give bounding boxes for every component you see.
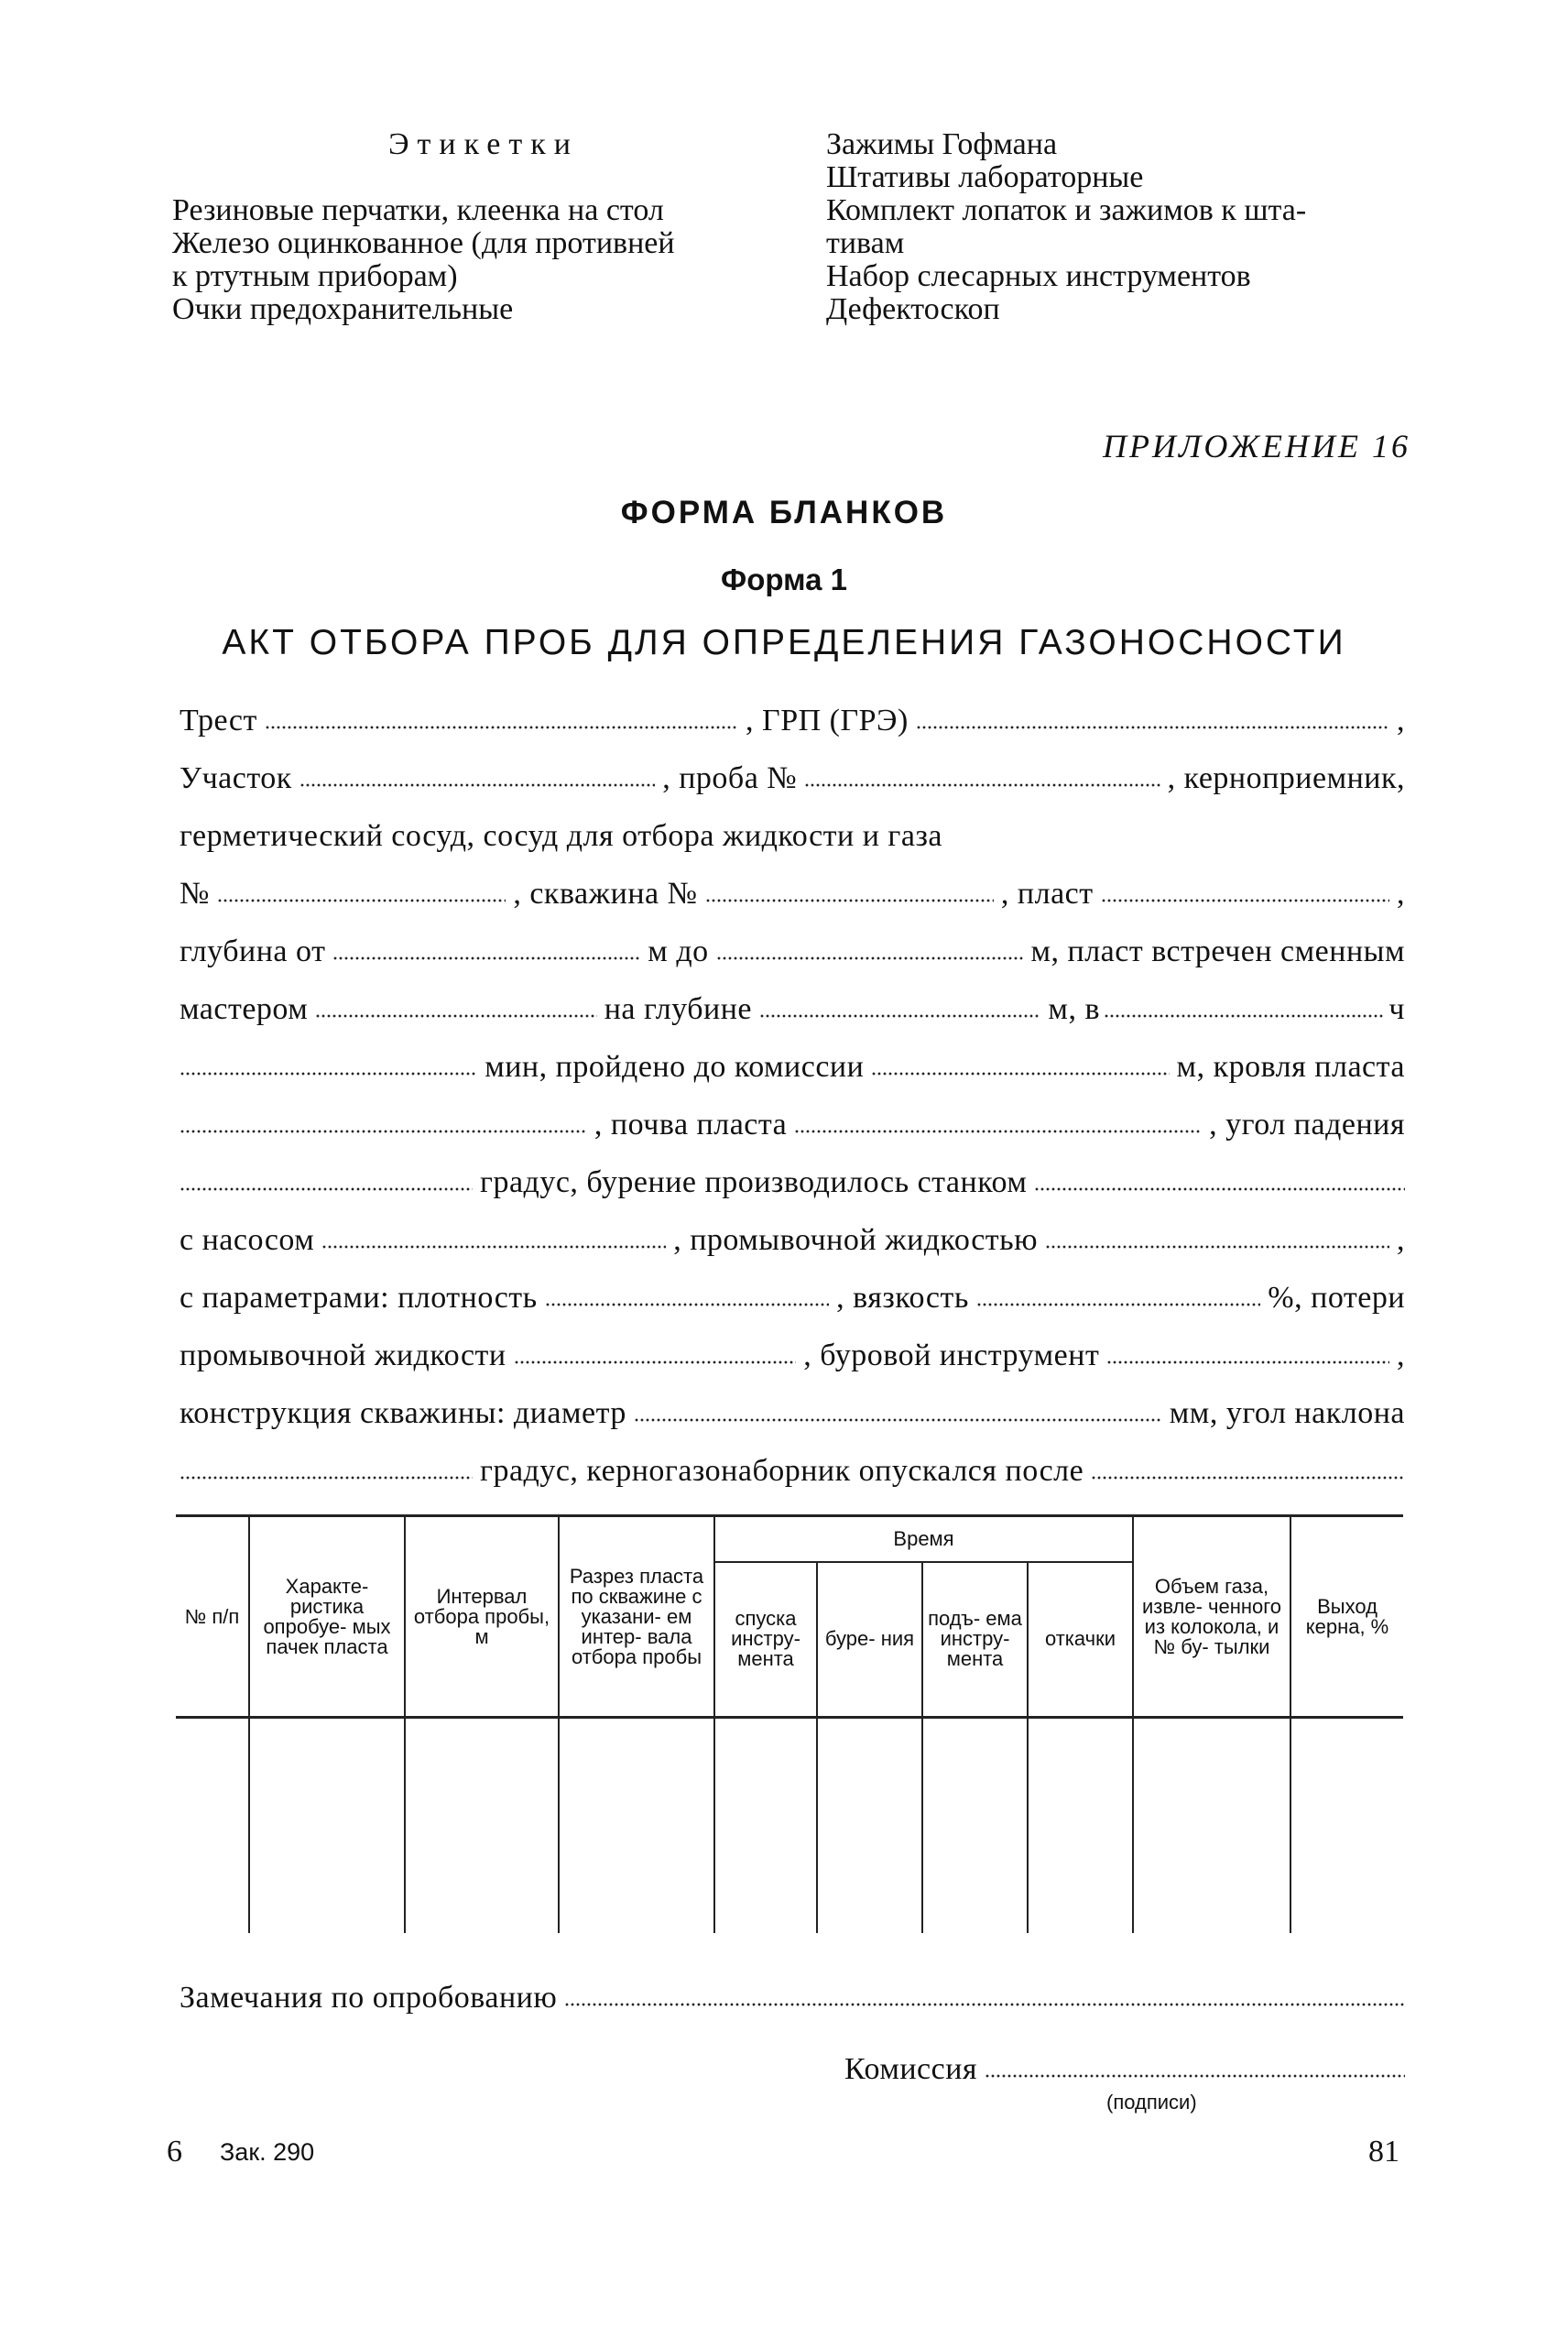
col-time-lifting: подъ- ема инстру- мента [922, 1562, 1028, 1718]
shift-master-field[interactable] [315, 999, 596, 1019]
dip-angle-field[interactable] [180, 1172, 473, 1192]
layer-field[interactable] [1101, 883, 1389, 903]
table-cell[interactable] [1028, 1718, 1133, 1934]
flushing-fluid-field[interactable] [1045, 1229, 1389, 1250]
table-cell[interactable] [1133, 1718, 1290, 1934]
list-item: Зажимы Гофмана [826, 127, 1058, 161]
equipment-list-left [172, 128, 795, 326]
table-cell[interactable] [817, 1718, 922, 1934]
lowered-after-field[interactable] [1091, 1460, 1405, 1480]
hour-field[interactable] [1104, 999, 1385, 1019]
form-line-sampler: градус, керногазонаборник опускался после [180, 1454, 1405, 1492]
trust-field[interactable] [265, 710, 738, 730]
rig-field[interactable] [1034, 1172, 1405, 1192]
sampling-table [176, 1514, 1403, 1933]
list-item: Штативы лабораторные [826, 160, 1144, 194]
form-line-construction: конструкция скважины: диаметр мм, угол наклона [180, 1396, 1405, 1430]
equipment-list-right [826, 128, 1421, 326]
table-cell[interactable] [405, 1718, 559, 1934]
col-core-yield: Выход керна, % [1290, 1516, 1403, 1718]
col-time-drilling: буре- ния [817, 1562, 922, 1718]
commission-line: Комиссия [844, 2052, 1405, 2091]
form-line-depth: глубина от м до м, пласт встречен сменным [180, 934, 1405, 968]
list-item: Железо оцинкованное (для противней [172, 226, 675, 260]
signatures-caption: (подписи) [1106, 2091, 1197, 2114]
depth-from-field[interactable] [332, 941, 640, 961]
site-field[interactable] [299, 768, 655, 788]
list-item: тивам [826, 226, 905, 260]
form-line-site: Участок , проба № , керноприемник, [180, 761, 1406, 795]
sheet-number: 6 [167, 2135, 182, 2169]
form-number: Форма 1 [721, 563, 847, 596]
list-item: к ртутным приборам) [172, 259, 458, 293]
list-item: Очки предохранительные [172, 292, 514, 326]
depth-to-field[interactable] [716, 941, 1024, 961]
list-item: Дефектоскоп [826, 292, 1000, 326]
col-time: Время [714, 1516, 1133, 1562]
form-line-vessel: герметический сосуд, сосуд для отбора жидкости и газа [180, 819, 942, 853]
density-field[interactable] [545, 1287, 829, 1307]
viscosity-field[interactable] [976, 1287, 1260, 1307]
col-time-lowering: спуска инстру- мента [714, 1562, 817, 1718]
table-cell[interactable] [249, 1718, 405, 1934]
form-line-well: № , скважина № , пласт , [180, 877, 1405, 911]
form-line-master: мастером на глубине м, в ч [180, 992, 1406, 1026]
incline-angle-field[interactable] [180, 1460, 473, 1480]
diameter-field[interactable] [634, 1403, 1162, 1423]
sample-number-field[interactable] [804, 768, 1160, 788]
table-row [176, 1718, 1403, 1934]
form-line-minutes: мин, пройдено до комиссии м, кровля пласта [180, 1050, 1405, 1088]
form-line-pump: с насосом , промывочной жидкостью , [180, 1223, 1406, 1257]
list-item: Набор слесарных инструментов [826, 259, 1251, 293]
page-number: 81 [1368, 2135, 1399, 2169]
table-cell[interactable] [714, 1718, 817, 1934]
list-item: Резиновые перчатки, клеенка на стол [172, 193, 664, 227]
table-cell[interactable] [559, 1718, 714, 1934]
col-number: № п/п [176, 1516, 249, 1718]
form-line-trust: Трест , ГРП (ГРЭ) , [180, 704, 1405, 737]
minutes-field[interactable] [180, 1056, 477, 1076]
remarks-field[interactable] [564, 1987, 1405, 2007]
roof-field[interactable] [180, 1114, 587, 1134]
grp-field[interactable] [916, 710, 1389, 730]
encounter-depth-field[interactable] [759, 999, 1040, 1019]
table-cell[interactable] [1290, 1718, 1403, 1934]
col-characteristic: Характе- ристика опробуе- мых пачек пласта [249, 1516, 405, 1718]
col-section: Разрез пласта по скважине с указани- ем интер- вала отбора пробы [559, 1516, 714, 1718]
form-line-losses: промывочной жидкости , буровой инструмент , [180, 1338, 1405, 1372]
col-time-pumping: откачки [1028, 1562, 1133, 1718]
drill-tool-field[interactable] [1106, 1345, 1389, 1365]
table-cell[interactable] [922, 1718, 1028, 1934]
labels-heading: Этикетки [388, 127, 579, 161]
col-interval: Интервал отбора пробы, м [405, 1516, 559, 1718]
page-title: ФОРМА БЛАНКОВ [620, 495, 948, 530]
act-title: АКТ ОТБОРА ПРОБ ДЛЯ ОПРЕДЕЛЕНИЯ ГАЗОНОСНОСТИ [222, 623, 1346, 662]
commission-signature-field[interactable] [985, 2059, 1405, 2079]
list-item: Комплект лопаток и зажимов к шта- [826, 193, 1307, 227]
form-line-roof: , почва пласта , угол падения [180, 1108, 1405, 1146]
remarks-line: Замечания по опробованию [180, 1981, 1405, 2019]
well-number-field[interactable] [705, 883, 994, 903]
pump-field[interactable] [321, 1229, 666, 1250]
order-number: Зак. 290 [220, 2138, 315, 2166]
vessel-number-field[interactable] [217, 883, 506, 903]
form-line-params: с параметрами: плотность , вязкость %, потери [180, 1281, 1406, 1315]
col-gas-volume: Объем газа, извле- ченного из колокола, и № бу- тылки [1133, 1516, 1290, 1718]
fluid-loss-field[interactable] [514, 1345, 797, 1365]
table-cell[interactable] [176, 1718, 249, 1934]
form-line-angle: градус, бурение производилось станком [180, 1165, 1405, 1204]
appendix-label: ПРИЛОЖЕНИЕ 16 [1103, 428, 1410, 464]
drilled-field[interactable] [871, 1056, 1169, 1076]
floor-field[interactable] [794, 1114, 1202, 1134]
